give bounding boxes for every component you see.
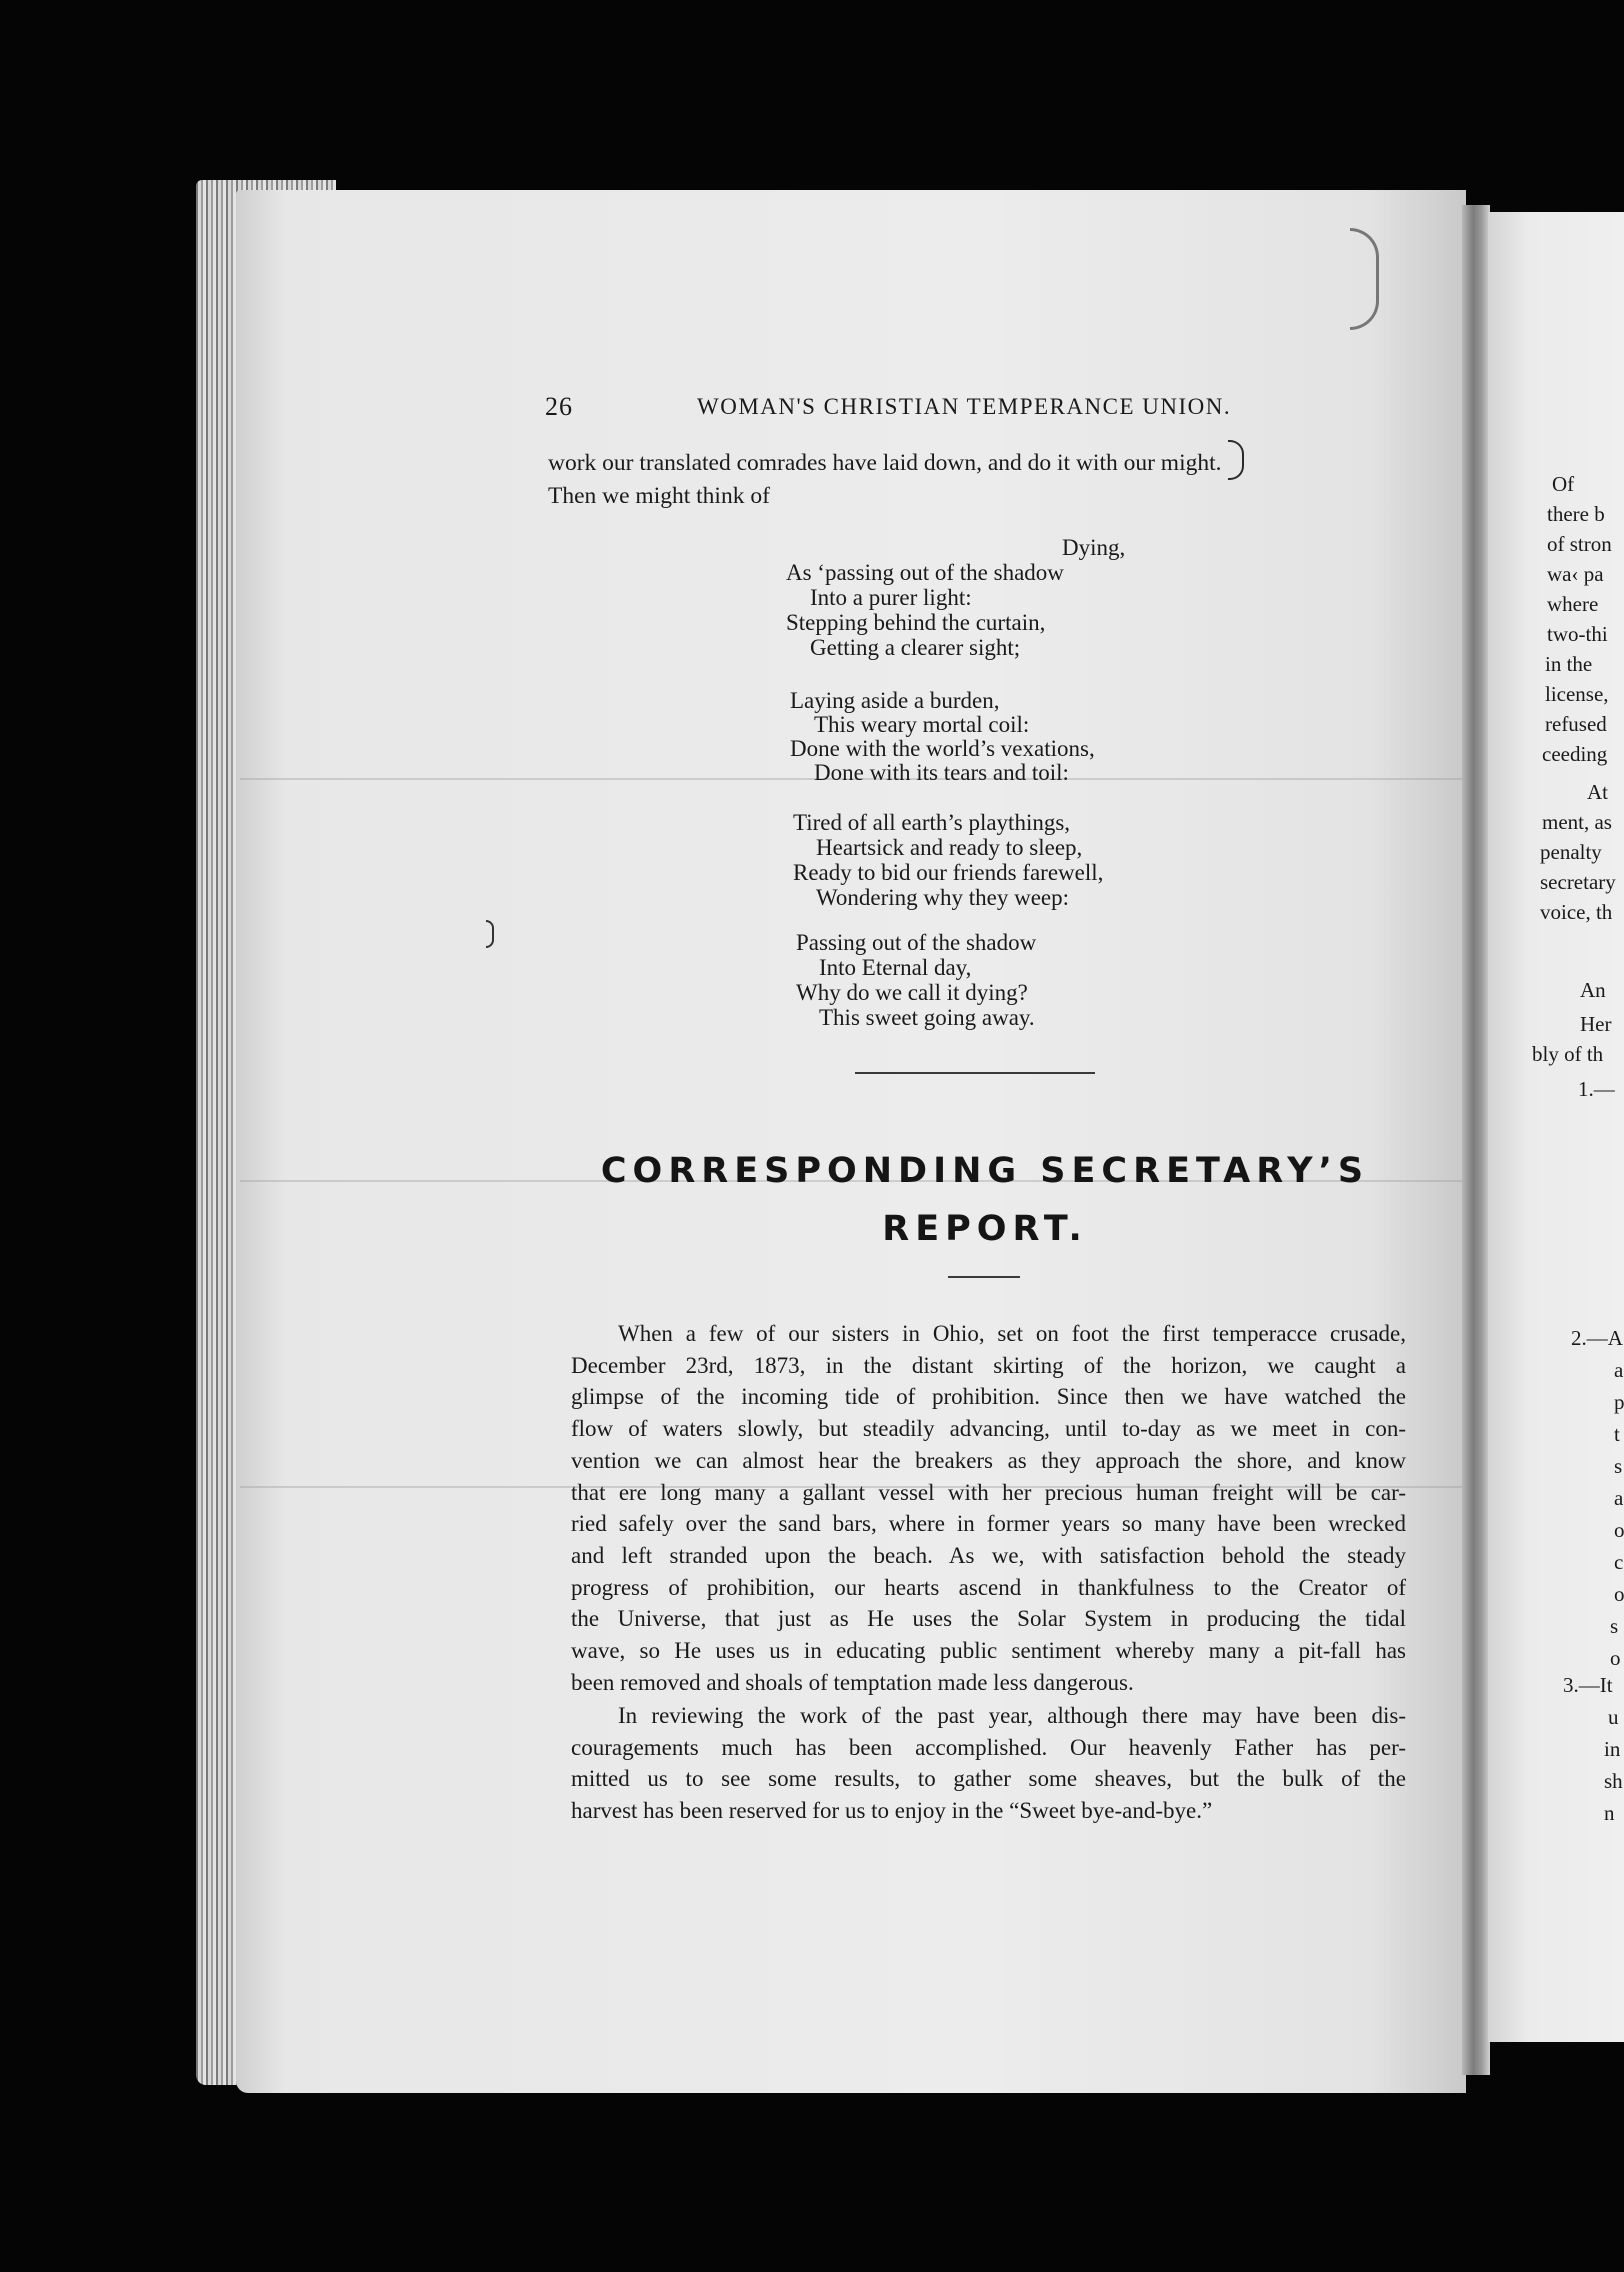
right-fragment: voice, th <box>1540 900 1613 924</box>
poem-line: Wondering why they weep: <box>816 885 1069 910</box>
paragraph-line: When a few of our sisters in Ohio, set on foot the first temperacce crusade, <box>618 1321 1406 1346</box>
poem-line: Laying aside a burden, <box>790 688 1000 713</box>
right-fragment: there b <box>1547 502 1605 526</box>
right-fragment: n <box>1604 1801 1615 1825</box>
section-divider <box>855 1072 1095 1074</box>
paragraph-line: In reviewing the work of the past year, although there may have been dis- <box>618 1703 1406 1728</box>
right-fragment: a <box>1614 1358 1624 1382</box>
right-fragment: At <box>1587 780 1608 804</box>
poem-line: Done with its tears and toil: <box>814 760 1069 785</box>
right-fragment: An <box>1580 978 1606 1002</box>
right-fragment: bly of th <box>1532 1042 1604 1066</box>
poem-line: Getting a clearer sight; <box>810 635 1021 660</box>
poem-line: Into a purer light: <box>810 585 972 610</box>
right-fragment: 1.— <box>1578 1077 1615 1101</box>
right-fragment: c <box>1614 1550 1624 1574</box>
paragraph-line: vention we can almost hear the breakers as they approach the shore, and know <box>571 1447 1406 1473</box>
heading-rule <box>948 1276 1020 1278</box>
right-fragment: in <box>1604 1737 1621 1761</box>
right-fragment: Of <box>1552 472 1575 496</box>
poem-line: Ready to bid our friends farewell, <box>793 860 1104 885</box>
right-fragment: sh <box>1604 1769 1623 1793</box>
right-fragment: o <box>1610 1646 1621 1670</box>
right-fragment: u <box>1608 1705 1619 1729</box>
paragraph-line: mitted us to see some results, to gather some sheaves, but the bulk of the <box>571 1766 1406 1792</box>
intro-line: Then we might think of <box>548 483 770 509</box>
poem-line: Done with the world’s vexations, <box>790 736 1095 761</box>
poem-line: Heartsick and ready to sleep, <box>816 835 1083 860</box>
right-fragment: p <box>1614 1390 1624 1414</box>
right-fragment: a <box>1614 1486 1624 1510</box>
right-fragment: two-thi <box>1547 622 1608 646</box>
right-fragment: o <box>1614 1518 1624 1542</box>
report-heading-line: CORRESPONDING SECRETARY’S <box>600 1151 1370 1191</box>
right-fragment: wa‹ pa <box>1547 562 1604 586</box>
page-curl-mark <box>1350 228 1379 330</box>
report-paragraph <box>571 1700 1406 1827</box>
margin-mark <box>486 920 494 948</box>
book-gutter <box>1462 205 1490 2075</box>
paragraph-line: wave, so He uses us in educating public sentiment whereby many a pit-fall has <box>571 1638 1406 1664</box>
right-fragment: t <box>1614 1422 1620 1446</box>
paragraph-line: been removed and shoals of temptation made less dangerous. <box>571 1669 1134 1695</box>
right-fragment: s <box>1614 1454 1623 1478</box>
right-fragment: o <box>1614 1582 1624 1606</box>
right-fragment: s <box>1610 1614 1619 1638</box>
right-fragment: 3.—It <box>1563 1673 1613 1697</box>
page-number: 26 <box>545 392 573 421</box>
intro-line: work our translated comrades have laid down, and do it with our might. <box>548 450 1222 476</box>
paragraph-line: progress of prohibition, our hearts ascend in thankfulness to the Creator of <box>571 1574 1406 1600</box>
right-fragment: refused <box>1545 712 1607 736</box>
poem-line: Passing out of the shadow <box>796 930 1037 955</box>
poem-line: Into Eternal day, <box>819 955 972 980</box>
paragraph-line: that ere long many a gallant vessel with her precious human freight will be car- <box>571 1479 1406 1505</box>
right-fragment: Her <box>1580 1012 1612 1036</box>
report-heading-line: REPORT. <box>882 1209 1088 1249</box>
paragraph-line: and left stranded upon the beach. As we, with satisfaction behold the steady <box>571 1542 1406 1568</box>
poem-line: Why do we call it dying? <box>796 980 1028 1005</box>
right-fragment: 2.—A <box>1571 1326 1623 1350</box>
paragraph-line: glimpse of the incoming tide of prohibition. Since then we have watched the <box>571 1384 1406 1410</box>
right-fragment: in the <box>1545 652 1593 676</box>
right-fragment: license, <box>1545 682 1609 706</box>
right-fragment: ceeding <box>1542 742 1608 766</box>
right-fragment: ment, as <box>1542 810 1612 834</box>
poem-line: This sweet going away. <box>819 1005 1035 1030</box>
right-fragment: secretary <box>1540 870 1616 894</box>
poem-line: Stepping behind the curtain, <box>786 610 1046 635</box>
poem-line: As ‘passing out of the shadow <box>786 560 1064 585</box>
paragraph-line: couragements much has been accomplished. Our heavenly Father has per- <box>571 1734 1406 1760</box>
right-fragment: penalty <box>1540 840 1602 864</box>
paragraph-line: December 23rd, 1873, in the distant skirting of the horizon, we caught a <box>571 1352 1406 1378</box>
report-heading <box>560 1142 1410 1258</box>
running-title: WOMAN'S CHRISTIAN TEMPERANCE UNION. <box>697 394 1232 419</box>
poem-line: This weary mortal coil: <box>814 712 1030 737</box>
poem-line: Dying, <box>1062 535 1126 560</box>
report-paragraph <box>571 1318 1406 1698</box>
right-fragment: of stron <box>1547 532 1612 556</box>
paragraph-line: harvest has been reserved for us to enjoy in the “Sweet bye-and-bye.” <box>571 1798 1213 1824</box>
right-fragment: where <box>1547 592 1599 616</box>
poem-line: Tired of all earth’s playthings, <box>793 810 1071 835</box>
paragraph-line: the Universe, that just as He uses the Solar System in producing the tidal <box>571 1606 1406 1632</box>
paragraph-line: ried safely over the sand bars, where in former years so many have been wrecked <box>571 1511 1406 1537</box>
paragraph-line: flow of waters slowly, but steadily advancing, until to-day as we meet in con- <box>571 1416 1406 1442</box>
